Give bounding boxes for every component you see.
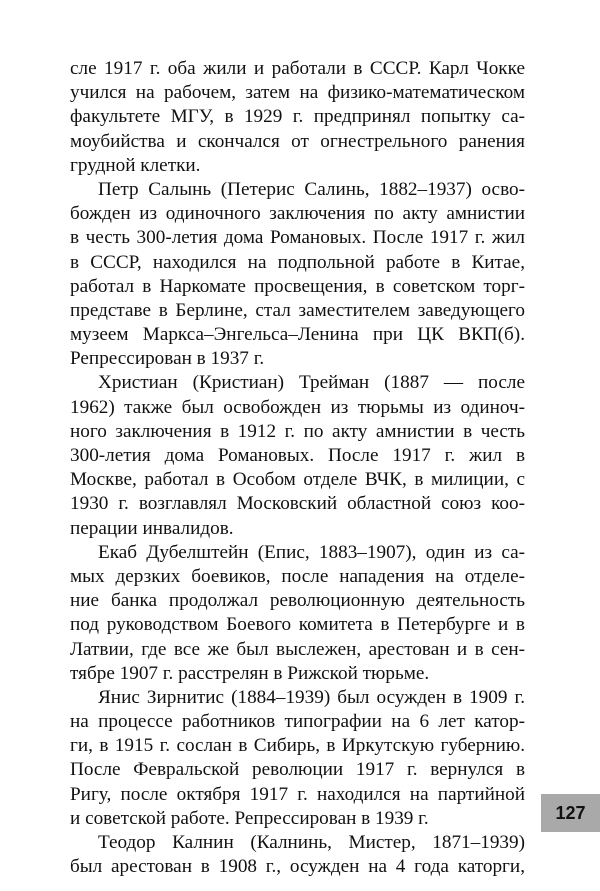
text-line: Янис Зирнитис (1884–1939) был осужден в 1909 г. (98, 686, 525, 708)
text-line: Москве, работал в Особом отделе ВЧК, в милиции, с (70, 469, 525, 491)
text-line: факультете МГУ, в 1929 г. предпринял попытку са- (70, 106, 525, 128)
text-line: ного заключения в 1912 г. по акту амнистии в честь (70, 420, 525, 442)
text-line: под руководством Боевого комитета в Петербурге и в (70, 614, 525, 636)
text-line: представе в Берлине, стал заместителем заведующего (70, 299, 525, 321)
text-line: 300-летия дома Романовых. После 1917 г. жил в (70, 445, 525, 466)
text-line: в честь 300-летия дома Романовых. После 1917 г. жил (70, 227, 525, 249)
page-number: 127 (541, 794, 600, 832)
text-line: моубийства и скончался от огнестрельного ранения (70, 130, 525, 152)
text-line: грудной клетки. (70, 154, 201, 176)
text-line: ние банка продолжал революционную деятельность (70, 590, 525, 612)
text-line: сле 1917 г. оба жили и работали в СССР. Карл Чокке (70, 58, 525, 79)
text-line: Латвии, где все же был выслежен, арестован и в сен- (70, 638, 525, 660)
text-line: тябре 1907 г. расстрелян в Рижской тюрьме. (70, 662, 430, 684)
text-line: 1962) также был освобожден из тюрьмы из одиноч- (70, 396, 525, 418)
text-line: и советской работе. Репрессирован в 1939 г. (70, 807, 429, 829)
text-line: перации инвалидов. (70, 517, 234, 539)
text-line: 1930 г. возглавлял Московский областной союз коо- (70, 493, 525, 515)
text-line: музеем Маркса–Энгельса–Ленина при ЦК ВКП(б). (70, 324, 525, 346)
text-line: Христиан (Кристиан) Трейман (1887 — после (98, 372, 525, 394)
text-line: божден из одиночного заключения по акту амнистии (70, 203, 525, 225)
text-line: ги, в 1915 г. сослан в Сибирь, в Иркутскую губернию. (70, 735, 525, 757)
text-line: Репрессирован в 1937 г. (70, 348, 265, 370)
text-line: был арестован в 1908 г., осужден на 4 года каторги, (70, 856, 525, 878)
text-line: После Февральской революции 1917 г. вернулся в (70, 759, 525, 781)
text-line: на процессе работников типографии на 6 лет катор- (70, 711, 525, 733)
text-line: работал в Наркомате просвещения, в советском торг- (70, 275, 525, 297)
text-line: Ригу, после октября 1917 г. находился на партийной (70, 783, 525, 805)
text-line: Екаб Дубелштейн (Епис, 1883–1907), один из са- (98, 541, 525, 563)
page-text (70, 57, 525, 879)
text-line: Петр Салынь (Петерис Салинь, 1882–1937) осво- (98, 178, 525, 200)
text-line: в СССР, находился на подпольной работе в Китае, (70, 251, 525, 273)
text-line: мых дерзких боевиков, после нападения на отделе- (70, 565, 525, 587)
text-line: Теодор Калнин (Калнинь, Мистер, 1871–1939) (98, 832, 525, 853)
text-line: учился на рабочем, затем на физико-математическом (70, 82, 525, 104)
